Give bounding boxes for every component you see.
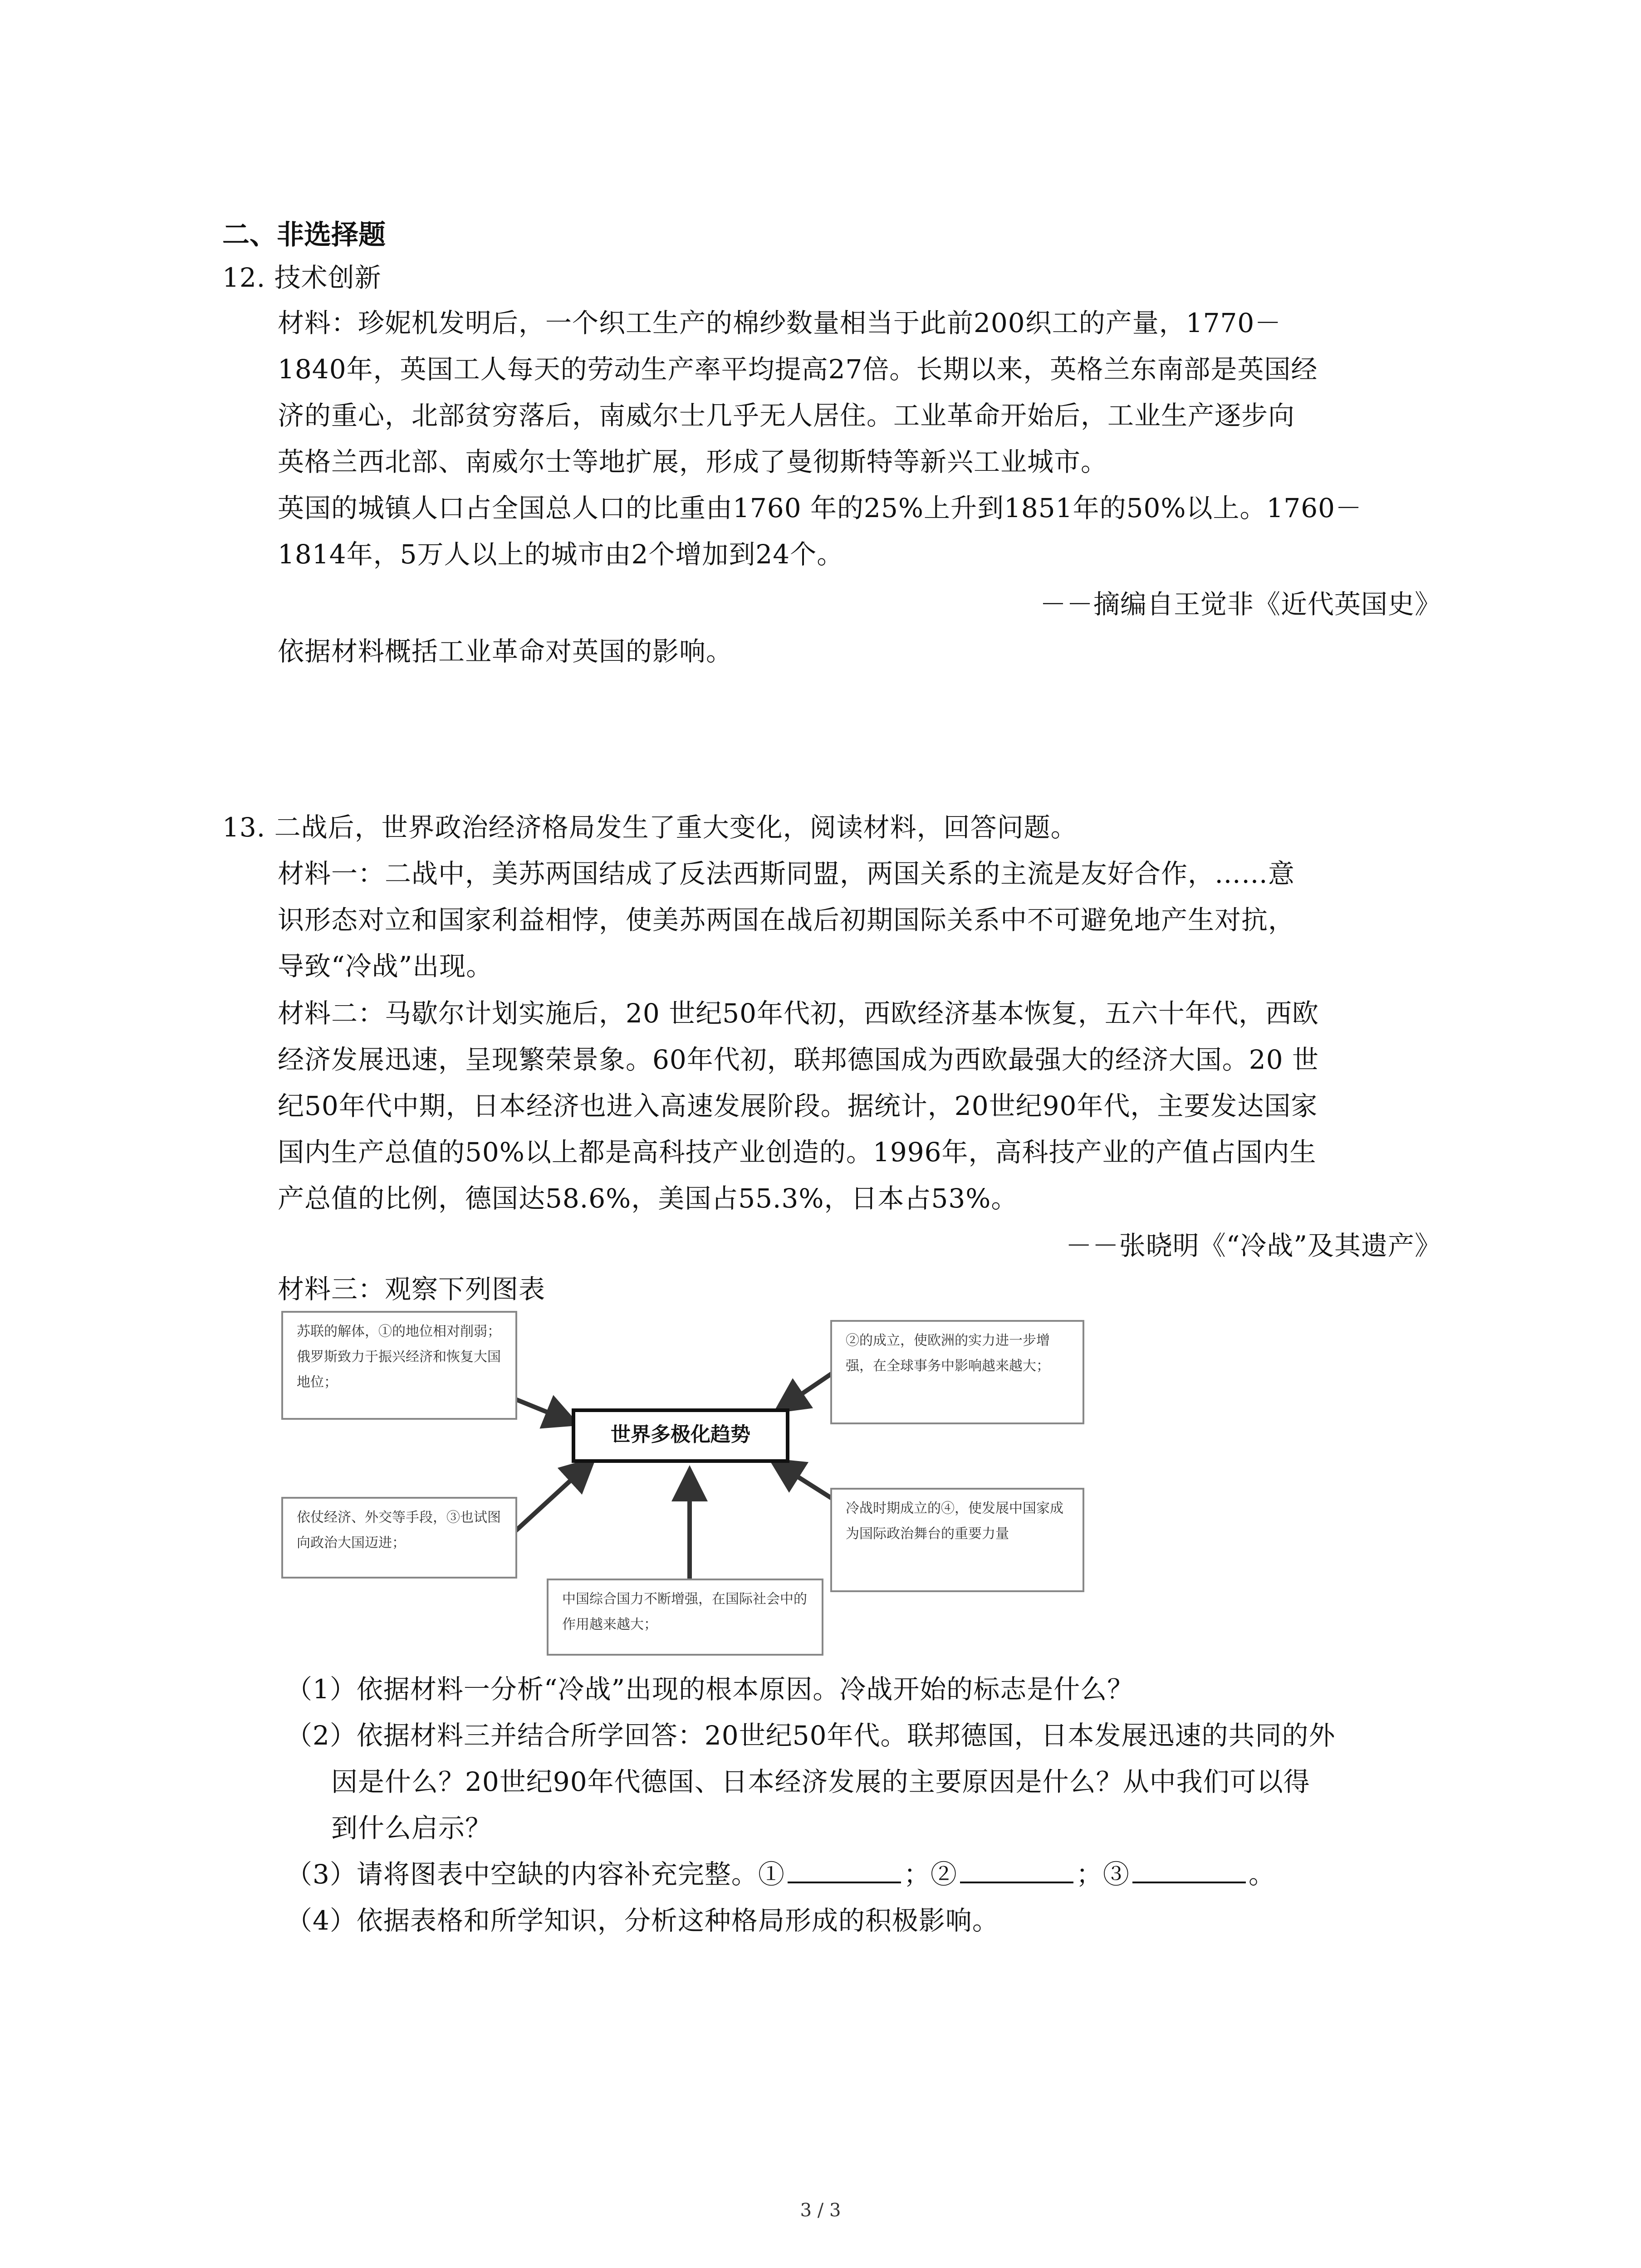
q13-sub2-line: （2）依据材料三并结合所学回答：20世纪50年代。联邦德国，日本发展迅速的共同的外 xyxy=(286,1720,1336,1751)
q13-sub2-line: 到什么启示？ xyxy=(331,1813,492,1843)
page-number: 3 / 3 xyxy=(800,2200,841,2221)
sub3-prefix: （3）请将图表中空缺的内容补充完整。① xyxy=(286,1859,785,1890)
arrow-from-bottom-left xyxy=(508,1463,590,1538)
q12-line: 英格兰西北部、南威尔士等地扩展，形成了曼彻斯特等新兴工业城市。 xyxy=(278,446,1108,477)
sub3-separator: ；③ xyxy=(1076,1859,1130,1890)
q13-material2-line: 国内生产总值的50%以上都是高科技产业创造的。1996年，高科技产业的产值占国内生 xyxy=(278,1137,1317,1168)
q12-line: 1840年，英国工人每天的劳动生产率平均提高27倍。长期以来，英格兰东南部是英国经 xyxy=(278,354,1318,385)
diagram-box-bottom-right: 冷战时期成立的④，使发展中国家成为国际政治舞台的重要力量 xyxy=(830,1488,1084,1592)
q13-material2-line: 产总值的比例，德国达58.6%，美国占55.3%，日本占53%。 xyxy=(278,1183,1018,1214)
q12-source: －－摘编自王觉非《近代英国史》 xyxy=(1039,589,1441,620)
answer-blank-1[interactable] xyxy=(788,1858,901,1883)
q12-line: 材料：珍妮机发明后，一个织工生产的棉纱数量相当于此前200织工的产量，1770－ xyxy=(278,308,1282,338)
q12-line: 英国的城镇人口占全国总人口的比重由1760 年的25%上升到1851年的50%以上。1760－ xyxy=(278,493,1362,523)
q13-material1-line: 识形态对立和国家利益相悖，使美苏两国在战后初期国际关系中不可避免地产生对抗， xyxy=(278,904,1295,935)
q12-line: 济的重心，北部贫穷落后，南威尔士几乎无人居住。工业革命开始后，工业生产逐步向 xyxy=(278,400,1295,431)
q13-sub2-line: 因是什么？20世纪90年代德国、日本经济发展的主要原因是什么？从中我们可以得 xyxy=(331,1766,1310,1797)
q13-sub1: （1）依据材料一分析“冷战”出现的根本原因。冷战开始的标志是什么？ xyxy=(286,1674,1134,1705)
diagram-box-top-right: ②的成立，使欧洲的实力进一步增强，在全球事务中影响越来越大； xyxy=(830,1320,1084,1424)
answer-blank-3[interactable] xyxy=(1132,1858,1246,1883)
q13-sub4: （4）依据表格和所学知识，分析这种格局形成的积极影响。 xyxy=(286,1905,999,1936)
multipolar-diagram xyxy=(281,1306,1098,1656)
diagram-box-bottom: 中国综合国力不断增强，在国际社会中的作用越来越大； xyxy=(547,1579,823,1656)
q13-material2-line: 经济发展迅速，呈现繁荣景象。60年代初，联邦德国成为西欧最强大的经济大国。20 世 xyxy=(278,1044,1319,1075)
diagram-center-box: 世界多极化趋势 xyxy=(572,1408,789,1463)
diagram-box-top-left: 苏联的解体，①的地位相对削弱；俄罗斯致力于振兴经济和恢复大国地位； xyxy=(281,1311,517,1420)
q13-material1-line: 导致“冷战”出现。 xyxy=(278,951,493,982)
section-title: 二、非选择题 xyxy=(222,219,386,251)
diagram-box-bottom-left: 依仗经济、外交等手段，③也试图向政治大国迈进； xyxy=(281,1497,517,1579)
q13-material3-title: 材料三：观察下列图表 xyxy=(278,1274,546,1305)
q12-title: 12. 技术创新 xyxy=(222,262,382,293)
q13-material2-source: －－张晓明《“冷战”及其遗产》 xyxy=(1065,1230,1441,1261)
q13-material2-line: 材料二：马歇尔计划实施后，20 世纪50年代初，西欧经济基本恢复，五六十年代，西欧 xyxy=(278,998,1319,1029)
q13-material1-line: 材料一：二战中，美苏两国结成了反法西斯同盟，两国关系的主流是友好合作，……意 xyxy=(278,858,1295,889)
q12-question: 依据材料概括工业革命对英国的影响。 xyxy=(278,636,733,667)
q13-sub3 xyxy=(286,1851,1275,1898)
q12-line: 1814年，5万人以上的城市由2个增加到24个。 xyxy=(278,539,844,570)
answer-blank-2[interactable] xyxy=(960,1858,1073,1883)
q13-material2-line: 纪50年代中期，日本经济也进入高速发展阶段。据统计，20世纪90年代，主要发达国家 xyxy=(278,1090,1318,1121)
sub3-end: 。 xyxy=(1248,1859,1275,1890)
q13-intro: 13. 二战后，世界政治经济格局发生了重大变化，阅读材料，回答问题。 xyxy=(222,812,1078,843)
sub3-separator: ；② xyxy=(903,1859,957,1890)
